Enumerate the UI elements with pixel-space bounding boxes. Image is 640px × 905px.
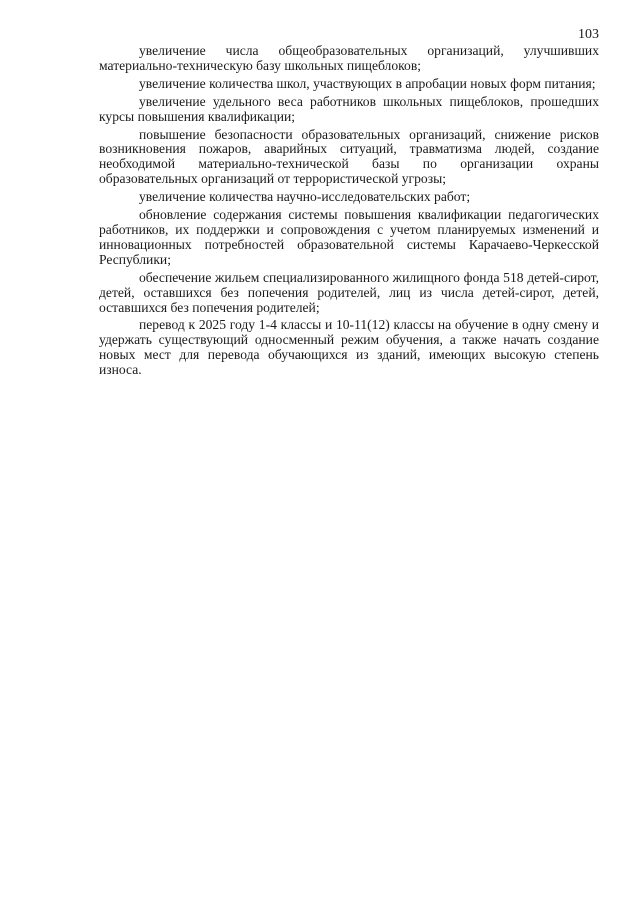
paragraph: увеличение количества школ, участвующих в апробации новых форм питания; bbox=[139, 75, 596, 91]
paragraph: увеличение удельного веса работников школьных пищеблоков, прошедших курсы повышения квалификации; bbox=[99, 93, 599, 124]
paragraph: обновление содержания системы повышения квалификации педагогических работников, их поддержки и сопровождения с учетом планируемых изменений и инновационных потребностей образовательной системы Карачаево-Черкесской Республики; bbox=[99, 207, 599, 267]
paragraph: увеличение количества научно-исследовательских работ; bbox=[139, 189, 471, 205]
paragraph: перевод к 2025 году 1-4 классы и 10-11(12) классы на обучение в одну смену и удержать существующий односменный режим обучения, а также начать создание новых мест для перевода обучающихся из зданий, имеющих высокую степень износа. bbox=[99, 317, 599, 378]
paragraph: повышение безопасности образовательных организаций, снижение рисков возникновения пожаров, аварийных ситуаций, травматизма людей, создание необходимой материально-технической базы по организации охраны образовательных организаций от террористической угрозы; bbox=[99, 126, 599, 187]
page-number: 103 bbox=[578, 27, 599, 42]
paragraph: увеличение числа общеобразовательных организаций, улучшивших материально-техническую базу школьных пищеблоков; bbox=[99, 43, 599, 73]
paragraph: обеспечение жильем специализированного жилищного фонда 518 детей-сирот, детей, оставшихся без попечения родителей, лиц из числа детей-сирот, детей, оставшихся без попечения родителей; bbox=[99, 269, 599, 315]
document-body bbox=[99, 44, 599, 381]
